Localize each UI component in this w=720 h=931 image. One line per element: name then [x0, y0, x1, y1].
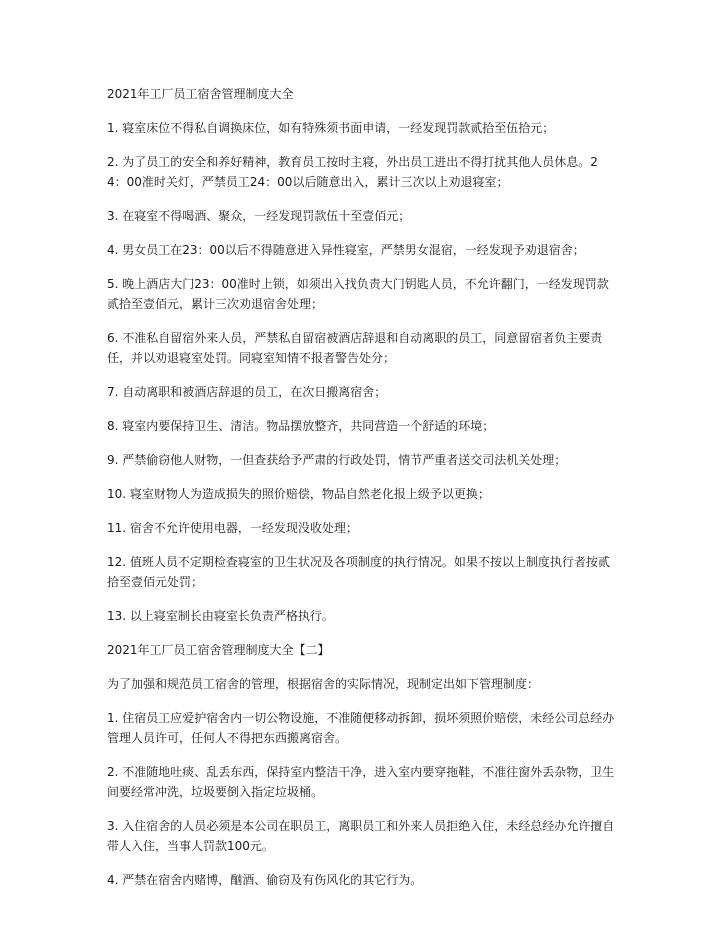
rule-5: 5. 晚上酒店大门23：00准时上锁，如须出入找负责大门钥匙人员，不允许翻门，一经发现罚款贰拾至壹佰元，累计三次劝退宿舍处理； [107, 277, 609, 311]
rule-2-3: 3. 入住宿舍的人员必须是本公司在职员工，离职员工和外来人员拒绝入住，未经总经办允许擅自带人入住，当事人罚款100元。 [107, 819, 615, 853]
section-2-intro: 为了加强和规范员工宿舍的管理，根据宿舍的实际情况，现制定出如下管理制度： [107, 677, 540, 691]
rule-2-2: 2. 不准随地吐痰、乱丢东西，保持室内整洁干净，进入室内要穿拖鞋，不准往窗外丢杂物，卫生间要经常冲洗，垃圾要倒入指定垃圾桶。 [107, 765, 615, 799]
rule-3: 3. 在寝室不得喝酒、聚众，一经发现罚款伍十至壹佰元； [107, 209, 411, 223]
rule-13: 13. 以上寝室制长由寝室长负责严格执行。 [107, 609, 334, 623]
rule-2: 2. 为了员工的安全和养好精神，教育员工按时主寝，外出员工进出不得打扰其他人员休息。24：00准时关灯，严禁员工24：00以后随意出入，累计三次以上劝退寝室； [107, 155, 598, 189]
section-title-2: 2021年工厂员工宿舍管理制度大全【二】 [107, 643, 330, 657]
document-page [107, 84, 617, 904]
rule-2-1: 1. 住宿员工应爱护宿舍内一切公物设施，不准随便移动拆卸，损坏须照价赔偿，未经公司总经办管理人员许可，任何人不得把东西搬离宿舍。 [107, 711, 615, 745]
rule-2-4: 4. 严禁在宿舍内赌博，酗酒、偷窃及有伤风化的其它行为。 [107, 873, 423, 887]
rule-4: 4. 男女员工在23：00以后不得随意进入异性寝室，严禁男女混宿，一经发现予劝退宿舍； [107, 243, 585, 257]
rule-9: 9. 严禁偷窃他人财物，一但查获给予严肃的行政处罚，情节严重者送交司法机关处理； [107, 453, 567, 467]
rule-12: 12. 值班人员不定期检查寝室的卫生状况及各项制度的执行情况。如果不按以上制度执行者按贰拾至壹佰元处罚； [107, 555, 610, 589]
rule-11: 11. 宿舍不允许使用电器，一经发现没收处理； [107, 521, 358, 535]
rule-7: 7. 自动离职和被酒店辞退的员工，在次日搬离宿舍； [107, 385, 387, 399]
document-title: 2021年工厂员工宿舍管理制度大全 [107, 87, 294, 101]
rule-8: 8. 寝室内要保持卫生、清洁。物品摆放整齐，共同营造一个舒适的环境； [107, 419, 495, 433]
rule-10: 10. 寝室财物人为造成损失的照价赔偿，物品自然老化报上级予以更换； [107, 487, 490, 501]
rule-6: 6. 不准私自留宿外来人员，严禁私自留宿被酒店辞退和自动离职的员工，同意留宿者负主要责任，并以劝退寝室处罚。同寝室知情不报者警告处分； [107, 331, 603, 365]
rule-1: 1. 寝室床位不得私自调换床位，如有特殊须书面申请，一经发现罚款贰拾至伍拾元； [107, 121, 555, 135]
